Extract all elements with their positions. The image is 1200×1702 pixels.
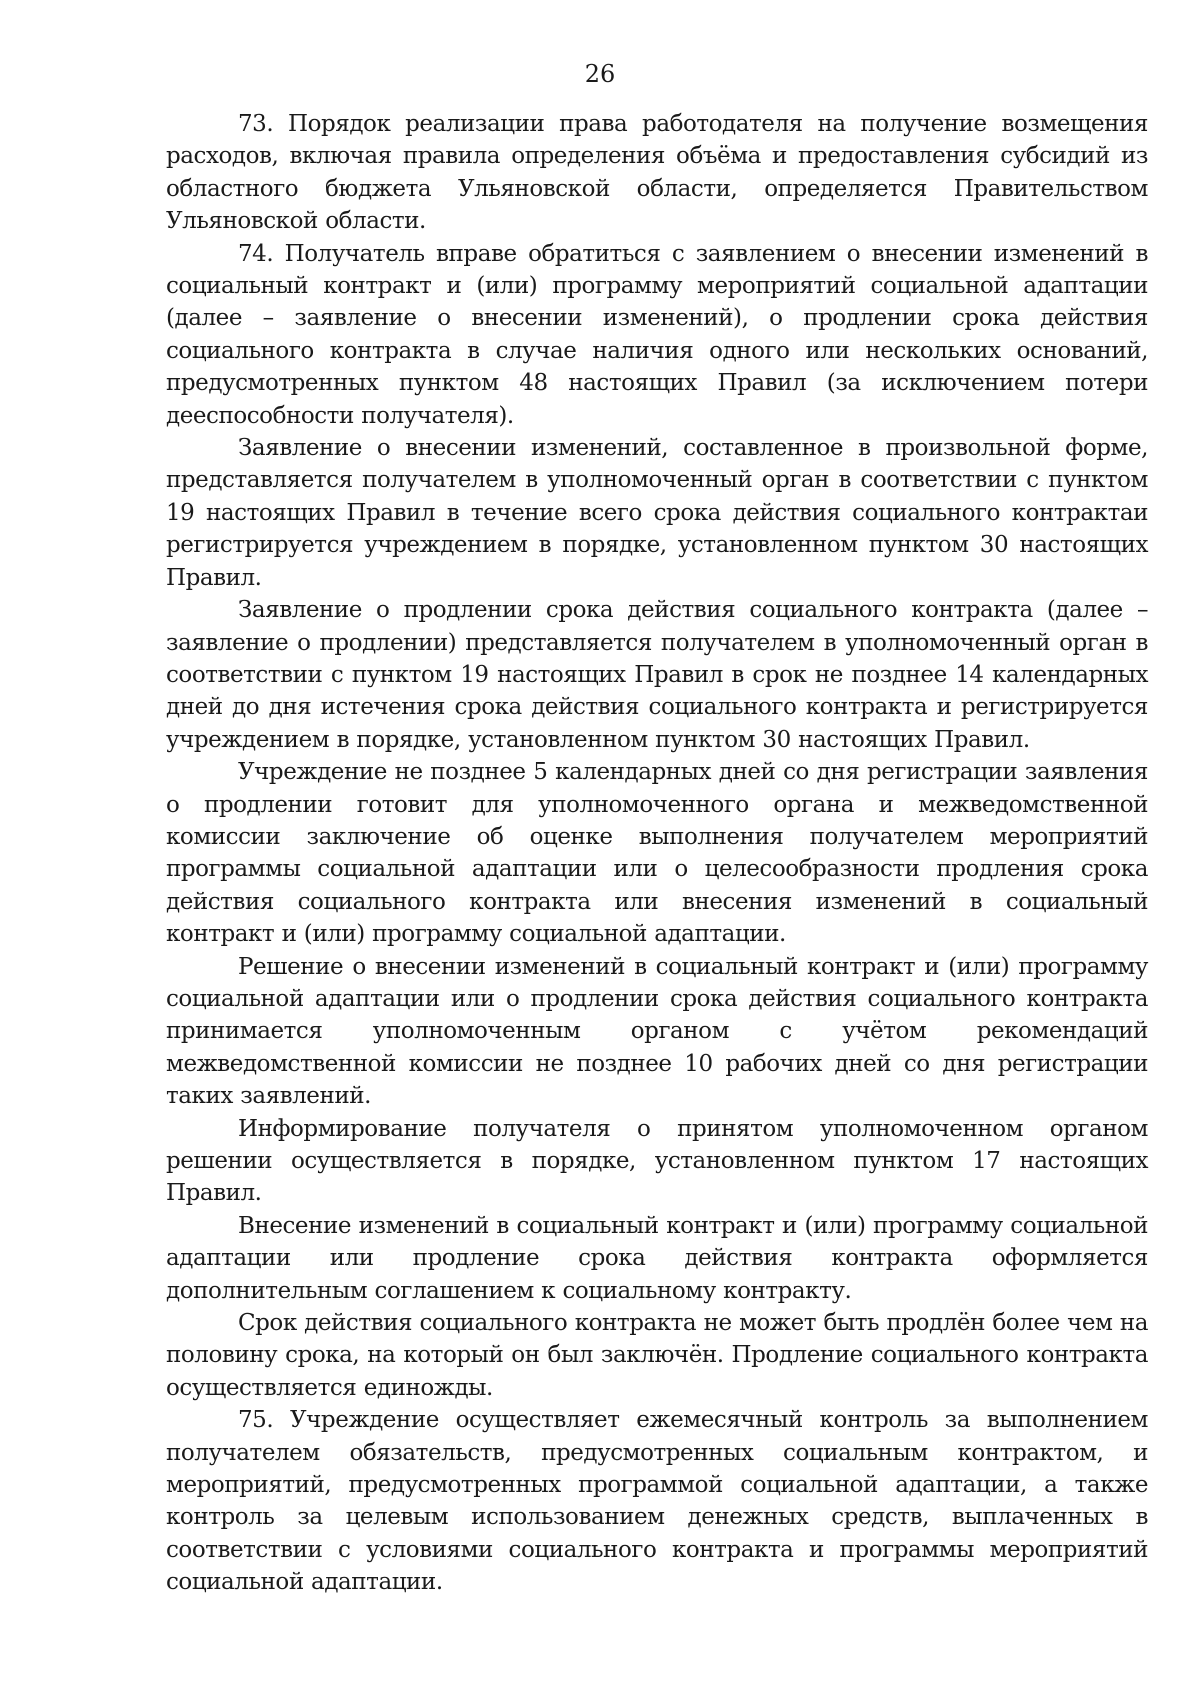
- paragraph-application-changes: Заявление о внесении изменений, составленное в произвольной форме, представляется получателем в уполномоченный орган в соответствии с пунктом 19 настоящих Правил в течение всего срока действия социального контрактаи регистрируется учреждением в порядке, установленном пунктом 30 настоящих Правил.: [166, 435, 1148, 591]
- paragraph-institution-conclusion: Учреждение не позднее 5 календарных дней со дня регистрации заявления о продлении готовит для уполномоченного органа и межведомственной комиссии заключение об оценке выполнения получателем мероприятий программы социальной адаптации или о целесообразности продления срока действия социального контракта или внесения изменений в социальный контракт и (или) программу социальной адаптации.: [166, 759, 1148, 948]
- paragraph-73: 73. Порядок реализации права работодателя на получение возмещения расходов, включая правила определения объёма и предоставления субсидий из областного бюджета Ульяновской области, определяется Правительством Ульяновской области.: [166, 111, 1148, 235]
- page-number: 26: [584, 60, 616, 88]
- paragraph-74: 74. Получатель вправе обратиться с заявлением о внесении изменений в социальный контракт и (или) программу мероприятий социальной адаптации (далее – заявление о внесении изменений), о продлении срока действия социального контракта в случае наличия одного или нескольких оснований, предусмотренных пунктом 48 настоящих Правил (за исключением потери дееспособности получателя).: [166, 240, 1148, 429]
- paragraph-application-extension: Заявление о продлении срока действия социального контракта (далее – заявление о продлении) представляется получателем в уполномоченный орган в соответствии с пунктом 19 настоящих Правил в срок не позднее 14 календарных дней до дня истечения срока действия социального контракта и регистрируется учреждением в порядке, установленном пунктом 30 настоящих Правил.: [166, 597, 1148, 753]
- document-body: [166, 108, 1148, 1599]
- paragraph-decision: Решение о внесении изменений в социальный контракт и (или) программу социальной адаптации или о продлении срока действия социального контракта принимается уполномоченным органом с учётом рекомендаций межведомственной комиссии не позднее 10 рабочих дней со дня регистрации таких заявлений.: [166, 953, 1148, 1110]
- paragraph-supplementary-agreement: Внесение изменений в социальный контракт и (или) программу социальной адаптации или продление срока действия контракта оформляется дополнительным соглашением к социальному контракту.: [166, 1212, 1148, 1304]
- paragraph-75: 75. Учреждение осуществляет ежемесячный контроль за выполнением получателем обязательств, предусмотренных социальным контрактом, и мероприятий, предусмотренных программой социальной адаптации, а также контроль за целевым использованием денежных средств, выплаченных в соответствии с условиями социального контракта и программы мероприятий социальной адаптации.: [166, 1407, 1148, 1596]
- paragraph-extension-limit: Срок действия социального контракта не может быть продлён более чем на половину срока, на который он был заключён. Продление социального контракта осуществляется единожды.: [166, 1310, 1148, 1401]
- paragraph-informing: Информирование получателя о принятом уполномоченном органом решении осуществляется в порядке, установленном пунктом 17 настоящих Правил.: [166, 1115, 1148, 1207]
